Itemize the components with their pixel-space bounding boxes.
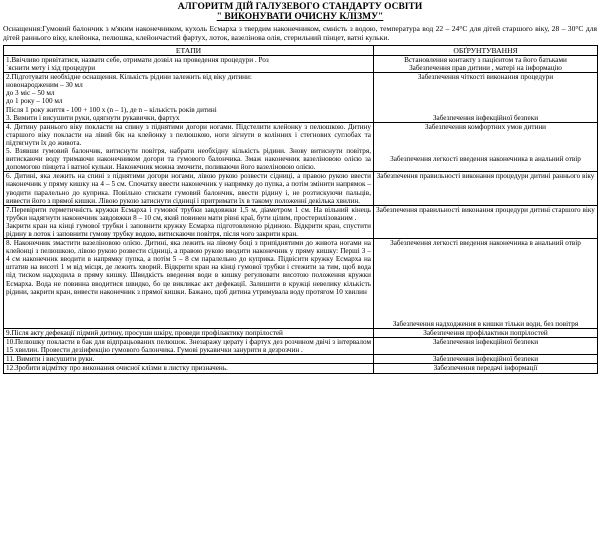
table-row xyxy=(4,329,598,338)
reason-text: Забезпечення профілактики попрілостей xyxy=(423,329,548,338)
reason-text: Встановлення контакту з пацієнтом та його батьками xyxy=(404,56,567,64)
reason-cell xyxy=(374,205,598,238)
reason-cell xyxy=(374,122,598,172)
stage-cell xyxy=(4,329,374,338)
stage-text: Закрити кран на кінці гумової трубки і заповнити кружку Есмарха підготовленою рідиною. Відкрити кран, спустити рідину в лоток і заповнити гумову трубку водою, витискаючи повітря, після чого закрити кран. xyxy=(6,221,371,238)
reason-text xyxy=(376,97,595,105)
document-title: АЛГОРИТМ ДІЙ ГАЛУЗЕВОГО СТАНДАРТУ ОСВІТИ xyxy=(177,2,423,12)
stage-cell xyxy=(4,73,374,123)
table-body xyxy=(4,56,598,374)
reason-text xyxy=(376,106,595,114)
reason-text xyxy=(376,296,595,304)
reason-cell xyxy=(374,355,598,364)
stage-text: 9.Після акту дефекації підмий дитину, просуши шкіру, проведи профілактику попрілостей xyxy=(6,329,283,338)
stage-text: до 1 року – 100 мл xyxy=(6,97,63,106)
reason-text xyxy=(376,247,595,255)
algorithm-table xyxy=(3,45,598,374)
table-row xyxy=(4,122,598,172)
stage-cell xyxy=(4,355,374,364)
stage-cell xyxy=(4,205,374,238)
reason-text: Забезпечення інфекційної безпеки xyxy=(432,113,539,122)
stage-cell xyxy=(4,172,374,205)
stage-text: 5. Взявши гумовий балончик, витиснути повітря, набрати необхідну кількість рідини. Знову витиснути повітря, витискаючи воду тримаючи наконечником догори та гумового балончика. Змаж наконечник вазеліновою олією за допомогою пінцета і ватної кульки. Наконечник можна змочити, поливаючи його вазеліновою олією. xyxy=(6,147,371,172)
reason-text xyxy=(376,271,595,279)
reason-text: Забезпечення надходження в кишки тільки води, без повітря xyxy=(392,320,579,328)
stage-text: 10.Пелюшку покласти в бак для відпрацьованих пелюшок. Знезаражу церату і фартух дез розчином двічі з інтервалом 15 хвилин. Провести дезінфекцію гумового балончика. Гумові рукавички занурити в дезрозчин . xyxy=(6,338,371,355)
stage-text: до 3 міс – 50 мл xyxy=(6,89,55,98)
stage-text: 8. Наконечник змастити вазеліновою олією. Дитині, яка лежить на лівому боці з припіднятими до живота ногами на клейонці з пелюшкою, лівою рукою розвести сідниці, а правою рукою вводити наконечник у пряму кишку: Перші 3 – 4 см наконечник вводити в напрямку пупка, а потім 5 – 8 см паралельно до куприка. Підвісити кружку Есмарха на штатив на висоті 1 м від місця, де лежить хворий. Відкрити кран на кінці гумової трубки і стежити за тим, щоб вода під тиском надходила в пряму кишку. Швидкість введення води в кишку регулювати висотою положення кружки Есмарха. Вода не повинна вводитися швидко, бо це викликає акт дефекації. Залишити в кружці невелику кількість рідини, закрити кран, вивести наконечник з прямої кишки. Бажано, щоб дитина утримувала воду протягом 10 хвилин xyxy=(6,239,371,296)
table-row xyxy=(4,338,598,355)
reason-text xyxy=(376,280,595,288)
reason-cell xyxy=(374,172,598,205)
document-page xyxy=(3,0,597,374)
reason-cell xyxy=(374,338,598,355)
reason-cell xyxy=(374,56,598,73)
reason-text xyxy=(376,263,595,271)
reason-cell xyxy=(374,239,598,329)
stage-text: 4. Дитину раннього віку покласти на спину з піднятими догори ногами. Підстелити клейонку з пелюшкою. Дитину старшого віку покласти на лівий бік на клейонку з пелюшкою, ноги зігнути в колінних і стегнових суглобах та підтягнути їх до живота. xyxy=(6,122,371,147)
table-row xyxy=(4,205,598,238)
reason-text xyxy=(376,312,595,320)
reason-text: Забезпечення інфекційної безпеки xyxy=(432,338,539,347)
reason-text xyxy=(376,131,595,139)
reason-text xyxy=(376,255,595,263)
stage-text: новонародженим – 30 мл xyxy=(6,81,83,90)
reason-text xyxy=(376,147,595,155)
subtitle-text: " ВИКОНУВАТИ ОЧИСНУ КЛІЗМУ" xyxy=(216,12,384,22)
table-header-row xyxy=(4,46,598,56)
stage-cell xyxy=(4,239,374,329)
stage-text: 3. Вимити і висушити руки, одягнути рукавички, фартух xyxy=(6,113,180,122)
reason-cell xyxy=(374,73,598,123)
stage-cell xyxy=(4,364,374,373)
reason-text: Забезпечення прав дитини , матері на інформацію xyxy=(409,64,562,73)
reason-text: Забезпечення правильності виконання процедури дитині раннього віку xyxy=(376,172,595,181)
table-row xyxy=(4,172,598,205)
reason-text: Забезпечення передачі інформації xyxy=(433,364,538,373)
table-row xyxy=(4,73,598,123)
reason-text xyxy=(376,139,595,147)
table-row xyxy=(4,56,598,73)
table-row xyxy=(4,355,598,364)
stage-cell xyxy=(4,122,374,172)
reason-cell xyxy=(374,329,598,338)
reason-text: Забезпечення легкості введення наконечника в анальний отвір xyxy=(390,155,581,164)
stage-text: 6. Дитині, яка лежить на спині з піднятими догори ногами, лівою рукою розвести сідниці, а правою рукою ввести наконечник у пряму кишку на 4 – 5 см. Спочатку ввести наконечник у напрямку до пупка, а потім змінити напрямок – уводити паралельно до куприка. Повільно стискати гумовий балончик, ввести рідину і, не розтискуючи пальців, вивести його з прямої кишки. Лівою рукою затиснути сідниці і притримати їх в такому положенні декілька хвилин. xyxy=(6,172,371,205)
stage-text: 1.Ввічливо привітатися, назвати себе, отримати дозвіл на проведення процедури . Роз xyxy=(6,56,269,64)
stage-cell xyxy=(4,56,374,73)
stage-text: 2.Підготувати необхідне оснащення. Кількість рідини залежить від віку дитини: xyxy=(6,73,252,82)
reason-cell xyxy=(374,364,598,373)
stage-text: 11. Вимити і висушити руки. xyxy=(6,355,95,364)
stage-text: 7.Перевірити герметичність кружки Есмарха і гумової трубки завдовжки 1,5 м, діаметром 1 см. На вільний кінець трубки надягнути наконечник завдовжки 8 – 10 см, який повинен мати рівні краї, бути цілим, простерилізованим . xyxy=(6,205,371,222)
column-header-stages: ЕТАПИ xyxy=(4,46,374,56)
reason-text: Забезпечення інфекційної безпеки xyxy=(432,355,539,364)
table-row xyxy=(4,239,598,329)
document-subtitle xyxy=(3,12,597,22)
reason-text: Забезпечення правильності виконання процедури дитині старшого віку xyxy=(376,205,595,214)
reason-text xyxy=(376,288,595,296)
stage-text: `яснити мету і хід процедури xyxy=(6,64,96,73)
stage-cell xyxy=(4,338,374,355)
reason-text xyxy=(376,304,595,312)
equipment-paragraph: Оснащення:Гумовий балончик з м'яким наконечником, кухоль Есмарха з твердим наконечником, ємність з водою, температура вод 22 – 24°С для дітей старшого віку, 28 – 30°С для дітей раннього віку, клейонка, пелюшка, клейончастий фартух, лоток, вазелінова олія, стерильний пінцет, ватні кульки. xyxy=(3,24,597,42)
reason-text: Забезпечення комфортних умов дитини xyxy=(424,122,547,131)
table-row xyxy=(4,364,598,373)
reason-text: Забезпечення чіткості виконання процедури xyxy=(417,73,554,82)
stage-text: Після 1 року життя - 100 + 100 х (n – 1), де n – кількість років дитині xyxy=(6,105,217,114)
reason-text xyxy=(376,81,595,89)
reason-text: Забезпечення легкості введення наконечника в анальний отвір xyxy=(390,239,581,248)
reason-text xyxy=(376,89,595,97)
column-header-reasons: ОБҐРУНТУВАННЯ xyxy=(374,46,598,56)
stage-text: 12.Зробити відмітку про виконання очисної клізми в листку призначень. xyxy=(6,364,228,373)
